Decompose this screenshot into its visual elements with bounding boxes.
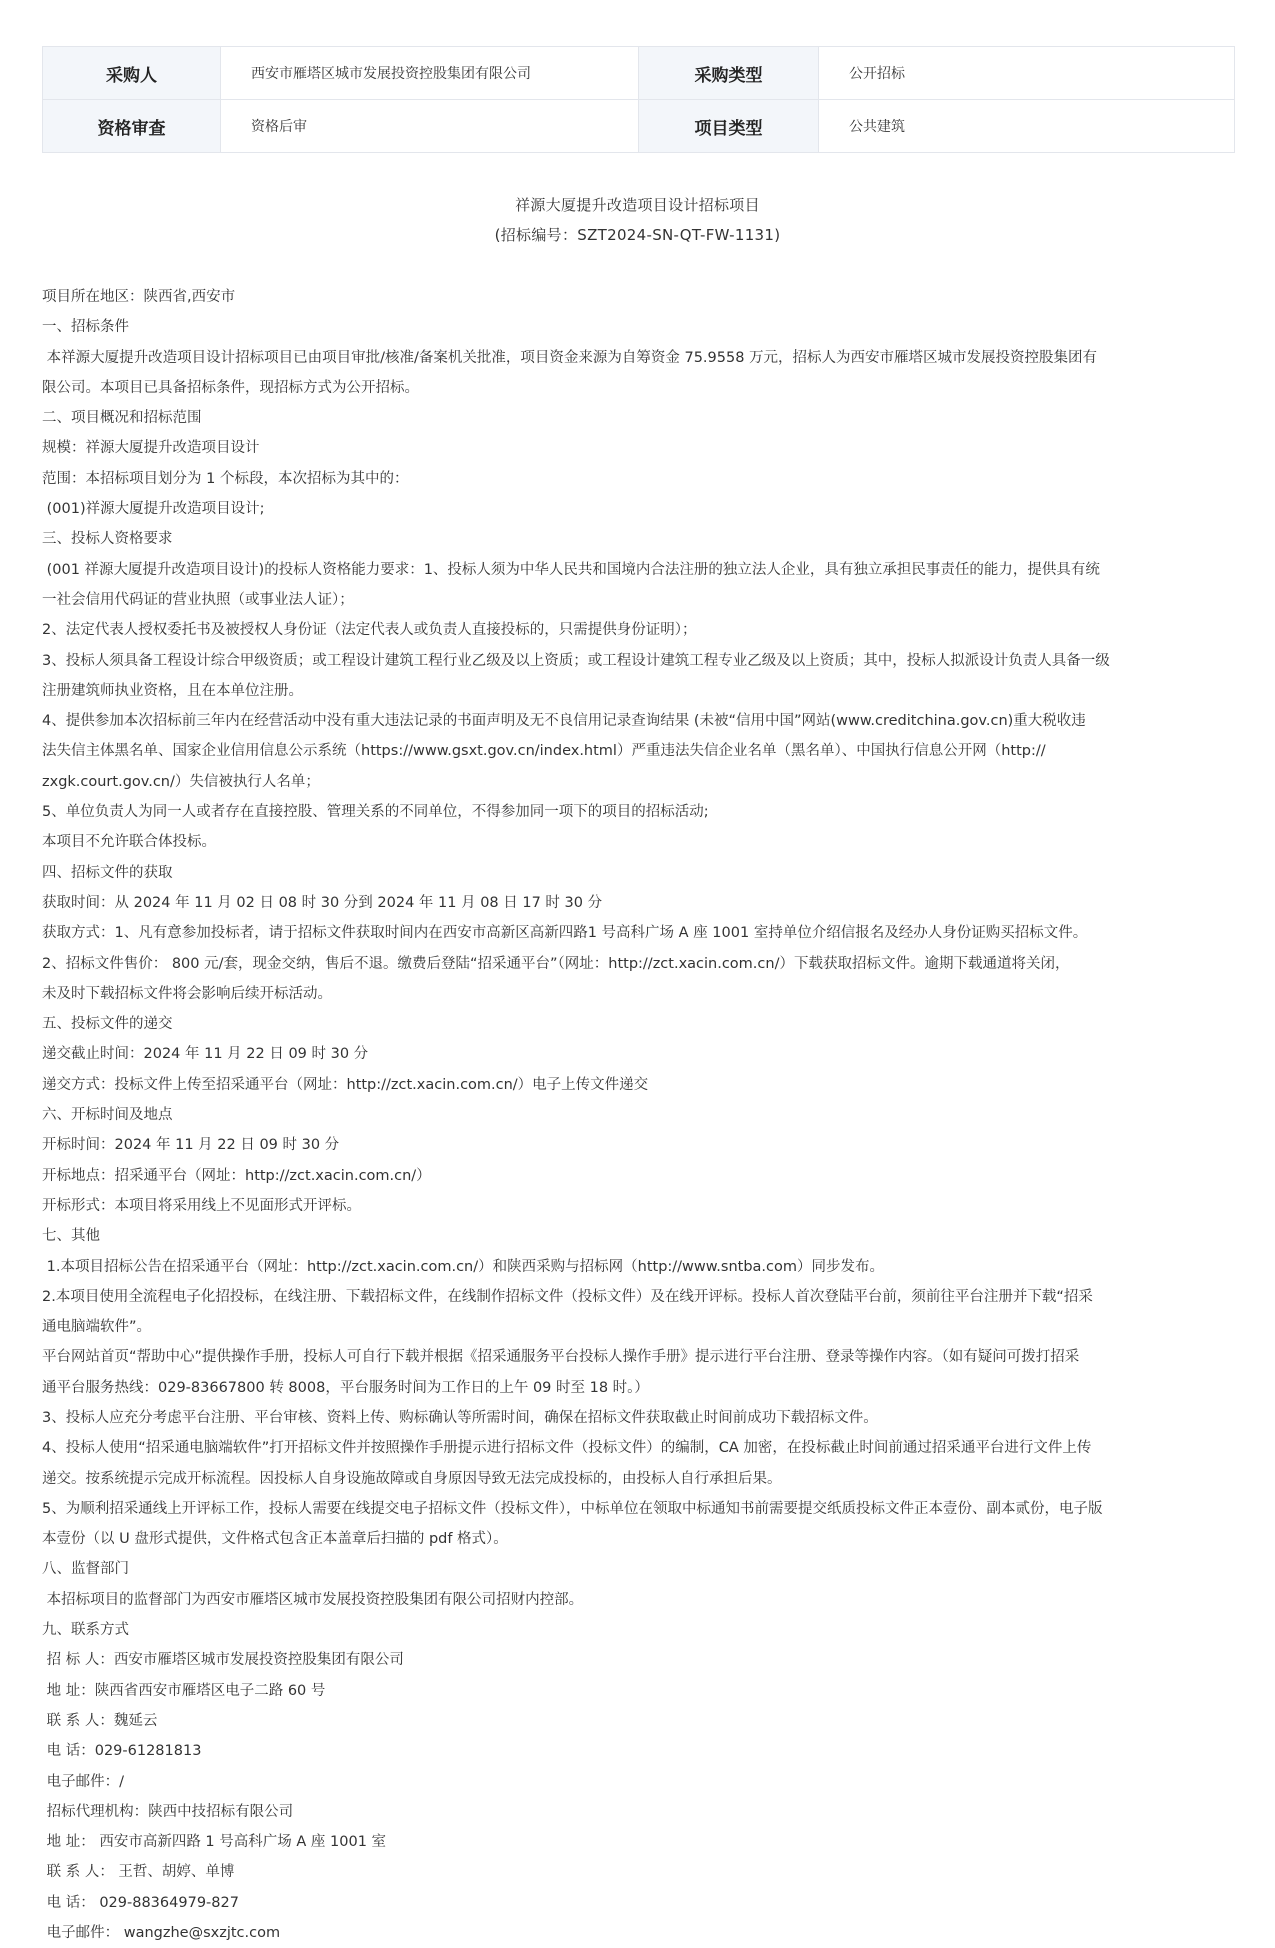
body-line: 3、投标人须具备工程设计综合甲级资质；或工程设计建筑工程行业乙级及以上资质；或工程设计建筑工程专业乙级及以上资质；其中，投标人拟派设计负责人具备一级 bbox=[42, 652, 1110, 669]
body-line: 本招标项目的监督部门为西安市雁塔区城市发展投资控股集团有限公司招财内控部。 bbox=[42, 1591, 584, 1608]
body-line: 法失信主体黑名单、国家企业信用信息公示系统（https://www.gsxt.gov.cn/index.html）严重违法失信企业名单（黑名单）、中国执行信息公开网（http:// bbox=[42, 743, 1046, 760]
announcement-body bbox=[42, 282, 1234, 1948]
body-line: 电子邮件：/ bbox=[42, 1773, 124, 1790]
body-line: zxgk.court.gov.cn/）失信被执行人名单； bbox=[42, 773, 320, 790]
project-type-label: 项目类型 bbox=[639, 100, 819, 153]
project-type-value: 公共建筑 bbox=[819, 100, 1235, 153]
body-line: 未及时下载招标文件将会影响后续开标活动。 bbox=[42, 985, 332, 1002]
body-line: 一社会信用代码证的营业执照（或事业法人证）； bbox=[42, 591, 354, 608]
body-line: 项目所在地区：陕西省,西安市 bbox=[42, 289, 236, 305]
body-line: 限公司。本项目已具备招标条件，现招标方式为公开招标。 bbox=[42, 379, 419, 396]
body-line: 5、为顺利招采通线上开评标工作，投标人需要在线提交电子招标文件（投标文件），中标单位在领取中标通知书前需要提交纸质投标文件正本壹份、副本贰份，电子版 bbox=[42, 1500, 1103, 1517]
qualification-review-value: 资格后审 bbox=[221, 100, 639, 153]
body-line: 范围：本招标项目划分为 1 个标段，本次招标为其中的： bbox=[42, 470, 409, 487]
body-line: 获取时间：从 2024 年 11 月 02 日 08 时 30 分到 2024 年 11 月 08 日 17 时 30 分 bbox=[42, 894, 603, 911]
procurement-type-label: 采购类型 bbox=[639, 47, 819, 100]
body-line: 4、提供参加本次招标前三年内在经营活动中没有重大违法记录的书面声明及无不良信用记录查询结果 (未被“信用中国”网站(www.creditchina.gov.cn)重大税收违 bbox=[42, 713, 1086, 730]
body-line: 本壹份（以 U 盘形式提供，文件格式包含正本盖章后扫描的 pdf 格式）。 bbox=[42, 1531, 508, 1548]
info-row-qualification bbox=[43, 100, 1235, 153]
body-line: 5、单位负责人为同一人或者存在直接控股、管理关系的不同单位，不得参加同一项下的项目的招标活动; bbox=[42, 804, 709, 821]
body-line: 获取方式：1、凡有意参加投标者，请于招标文件获取时间内在西安市高新区高新四路1 号高科广场 A 座 1001 室持单位介绍信报名及经办人身份证购买招标文件。 bbox=[42, 925, 1088, 942]
qualification-review-label: 资格审查 bbox=[43, 100, 221, 153]
body-line: 三、投标人资格要求 bbox=[42, 531, 173, 548]
body-line: 电 话：029-61281813 bbox=[42, 1743, 202, 1760]
body-line: 招标代理机构：陕西中技招标有限公司 bbox=[42, 1803, 294, 1820]
body-line: (001)祥源大厦提升改造项目设计; bbox=[42, 501, 265, 518]
body-line: 招 标 人：西安市雁塔区城市发展投资控股集团有限公司 bbox=[42, 1652, 404, 1669]
body-line: 九、联系方式 bbox=[42, 1622, 129, 1639]
body-line: 递交。按系统提示完成开标流程。因投标人自身设施故障或自身原因导致无法完成投标的，由投标人自行承担后果。 bbox=[42, 1470, 782, 1487]
procurement-type-value: 公开招标 bbox=[819, 47, 1235, 100]
info-row-purchaser bbox=[43, 47, 1235, 100]
body-line: 电 话： 029-88364979-827 bbox=[42, 1894, 239, 1911]
body-line: 通平台服务热线：029-83667800 转 8008，平台服务时间为工作日的上午 09 时至 18 时。） bbox=[42, 1379, 649, 1396]
body-line: 2、招标文件售价： 800 元/套，现金交纳，售后不退。缴费后登陆“招采通平台”（网址：http://zct.xacin.com.cn/）下载获取招标文件。逾期下载通道将关闭， bbox=[42, 955, 1070, 972]
body-line: 联 系 人：魏延云 bbox=[42, 1712, 158, 1729]
body-line: 1.本项目招标公告在招采通平台（网址：http://zct.xacin.com.cn/）和陕西采购与招标网（http://www.sntba.com）同步发布。 bbox=[42, 1258, 885, 1275]
body-line: 电子邮件： wangzhe@sxzjtc.com bbox=[42, 1925, 281, 1942]
body-line: 递交截止时间：2024 年 11 月 22 日 09 时 30 分 bbox=[42, 1046, 369, 1063]
body-line: 平台网站首页“帮助中心”提供操作手册，投标人可自行下载并根据《招采通服务平台投标人操作手册》提示进行平台注册、登录等操作内容。（如有疑问可拨打招采 bbox=[42, 1349, 1080, 1366]
body-line: 一、招标条件 bbox=[42, 319, 129, 336]
body-line: 二、项目概况和招标范围 bbox=[42, 410, 202, 427]
body-line: (001 祥源大厦提升改造项目设计)的投标人资格能力要求：1、投标人须为中华人民共和国境内合法注册的独立法人企业，具有独立承担民事责任的能力，提供具有统 bbox=[42, 561, 1100, 578]
purchaser-value: 西安市雁塔区城市发展投资控股集团有限公司 bbox=[221, 47, 639, 100]
body-line: 4、投标人使用“招采通电脑端软件”打开招标文件并按照操作手册提示进行招标文件（投标文件）的编制，CA 加密，在投标截止时间前通过招采通平台进行文件上传 bbox=[42, 1440, 1092, 1457]
body-line: 本祥源大厦提升改造项目设计招标项目已由项目审批/核准/备案机关批准，项目资金来源为自筹资金 75.9558 万元，招标人为西安市雁塔区城市发展投资控股集团有 bbox=[42, 349, 1098, 366]
body-line: 联 系 人： 王哲、胡婷、单博 bbox=[42, 1864, 235, 1881]
body-line: 通电脑端软件”。 bbox=[42, 1319, 152, 1336]
body-line: 注册建筑师执业资格，且在本单位注册。 bbox=[42, 682, 303, 699]
body-line: 六、开标时间及地点 bbox=[42, 1107, 173, 1124]
body-line: 八、监督部门 bbox=[42, 1561, 129, 1578]
tender-code: (招标编号：SZT2024-SN-QT-FW-1131) bbox=[494, 226, 781, 244]
body-line: 五、投标文件的递交 bbox=[42, 1016, 173, 1033]
body-line: 本项目不允许联合体投标。 bbox=[42, 834, 216, 851]
body-line: 地 址： 西安市高新四路 1 号高科广场 A 座 1001 室 bbox=[42, 1834, 387, 1851]
announcement-title: 祥源大厦提升改造项目设计招标项目 bbox=[515, 196, 760, 214]
purchaser-label: 采购人 bbox=[43, 47, 221, 100]
body-line: 递交方式：投标文件上传至招采通平台（网址：http://zct.xacin.com.cn/）电子上传文件递交 bbox=[42, 1076, 649, 1093]
body-line: 开标时间：2024 年 11 月 22 日 09 时 30 分 bbox=[42, 1137, 340, 1154]
body-line: 地 址：陕西省西安市雁塔区电子二路 60 号 bbox=[42, 1682, 326, 1699]
body-line: 开标形式：本项目将采用线上不见面形式开评标。 bbox=[42, 1197, 361, 1214]
body-line: 开标地点：招采通平台（网址：http://zct.xacin.com.cn/） bbox=[42, 1167, 431, 1184]
body-line: 2、法定代表人授权委托书及被授权人身份证（法定代表人或负责人直接投标的，只需提供身份证明）； bbox=[42, 622, 697, 639]
project-info-table bbox=[42, 46, 1235, 153]
body-line: 3、投标人应充分考虑平台注册、平台审核、资料上传、购标确认等所需时间，确保在招标文件获取截止时间前成功下载招标文件。 bbox=[42, 1409, 878, 1426]
body-line: 2.本项目使用全流程电子化招投标，在线注册、下载招标文件，在线制作招标文件（投标文件）及在线开评标。投标人首次登陆平台前，须前往平台注册并下载“招采 bbox=[42, 1288, 1093, 1305]
body-line: 规模：祥源大厦提升改造项目设计 bbox=[42, 440, 260, 457]
body-line: 四、招标文件的获取 bbox=[42, 864, 173, 881]
body-line: 七、其他 bbox=[42, 1228, 100, 1245]
